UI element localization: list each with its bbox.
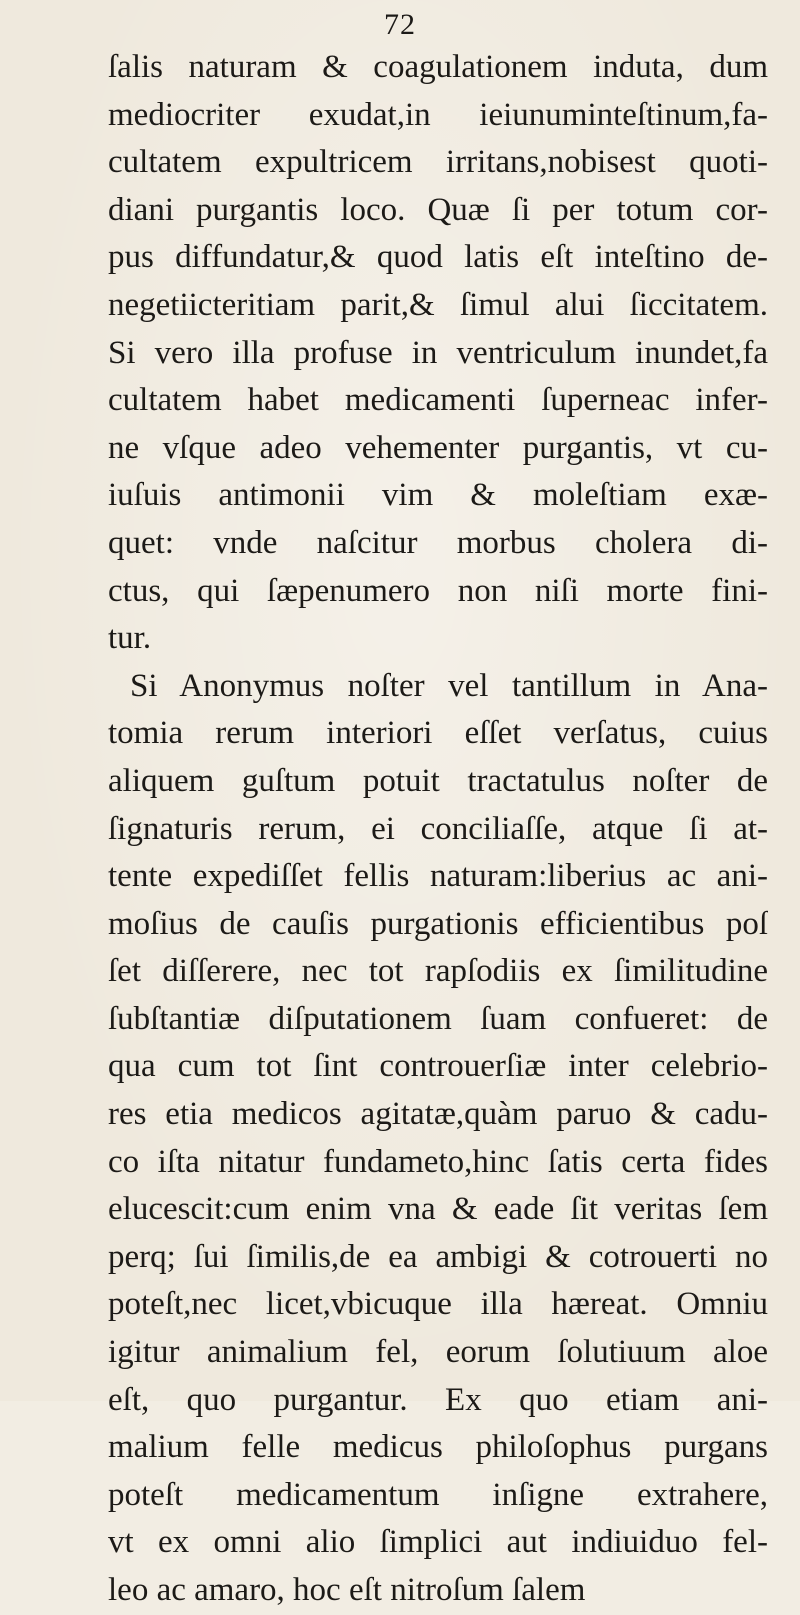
text-line: co iſta nitatur fundameto,hinc ſatis certa fides [108,1143,768,1180]
text-line: mediocriter exudat,in ieiunuminteſtinum,fa- [108,96,768,133]
text-line: cultatem habet medicamenti ſuperneac infer- [108,382,768,419]
text-line: ctus, qui ſæpenumero non niſi morte fini- [108,572,768,609]
text-line: poteſt medicamentum inſigne extrahere, [108,1476,768,1513]
text-line: pus diffundatur,& quod latis eſt inteſtino de- [108,239,768,276]
text-line: ſubſtantiæ diſputationem ſuam confueret: de [108,1000,768,1037]
text-line: leo ac amaro, hoc eſt nitroſum ſalem [108,1572,586,1608]
body-text [108,44,768,1615]
text-line: malium felle medicus philoſophus purgans [108,1429,768,1466]
text-line: vt ex omni alio ſimplici aut indiuiduo fel- [108,1524,768,1561]
text-line: cultatem expultricem irritans,nobisest quoti- [108,144,768,181]
text-line: tomia rerum interiori eſſet verſatus, cuius [108,715,768,752]
text-line: ſignaturis rerum, ei conciliaſſe, atque ſi at- [108,810,768,847]
text-line: perq; ſui ſimilis,de ea ambigi & cotrouerti no [108,1238,768,1275]
text-line: tur. [108,620,152,657]
text-line: ſalis naturam & coagulationem induta, dum [108,49,768,85]
page-number: 72 [384,8,416,41]
text-line: quet: vnde naſcitur morbus cholera di- [108,524,768,561]
text-line: Si vero illa profuse in ventriculum inundet,fa [108,334,768,371]
text-line: diani purgantis loco. Quæ ſi per totum cor- [108,191,768,228]
text-line: res etia medicos agitatæ,quàm paruo & cadu- [108,1096,768,1133]
text-line: negetiicteritiam parit,& ſimul alui ſiccitatem. [108,286,768,323]
text-line: iuſuis antimonii vim & moleſtiam exæ- [108,477,768,514]
text-line: igitur animalium fel, eorum ſolutiuum aloe [108,1334,768,1371]
text-line: elucescit:cum enim vna & eade ſit veritas ſem [108,1191,768,1228]
text-line: eſt, quo purgantur. Ex quo etiam ani- [108,1381,768,1418]
text-line: ne vſque adeo vehementer purgantis, vt cu- [108,429,768,466]
text-line: poteſt,nec licet,vbicuque illa hæreat. Omniu [108,1286,768,1323]
text-line: tente expediſſet fellis naturam:liberius ac ani- [108,858,768,895]
text-line: Si Anonymus noſter vel tantillum in Ana- [130,667,768,704]
text-line: ſet diſſerere, nec tot rapſodiis ex ſimilitudine [108,953,768,990]
text-line: qua cum tot ſint controuerſiæ inter celebrio- [108,1048,768,1085]
text-line: moſius de cauſis purgationis efficientibus poſ [108,905,768,942]
text-line: aliquem guſtum potuit tractatulus noſter de [108,762,768,799]
